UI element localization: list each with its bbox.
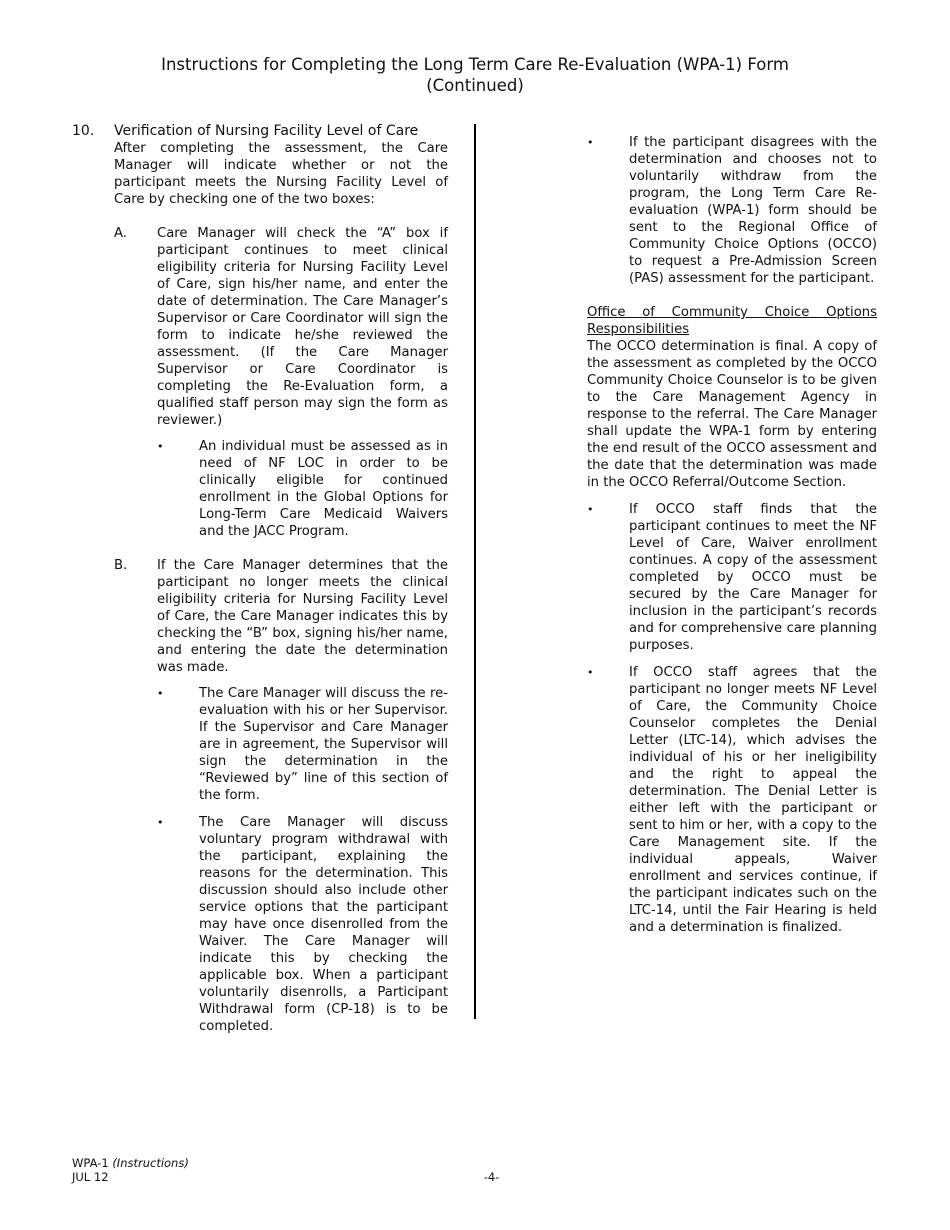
page-number: -4- [483,1170,500,1184]
item-b-text: If the Care Manager determines that the participant no longer meets the clinical eligibility criteria for Nursing Facility Level of Care, the Care Manager indicates this by checking the “B” box, signing his/her name, and entering the date the determination was made. [157,558,448,675]
bullet-icon: • [157,687,164,700]
item-b-letter: B. [114,558,128,573]
list-item [587,664,877,936]
bullet-text: If the participant disagrees with the determination and chooses not to voluntarily withdraw from the program, the Long Term Care Re-evaluation (WPA-1) form should be sent to the Regional Office of Community Choice Options (OCCO) to request a Pre-Admission Screen (PAS) assessment for the participant. [629,135,877,286]
column-divider [474,124,476,1019]
occo-paragraph: The OCCO determination is final. A copy of the assessment as completed by the OCCO Community Choice Counselor is to be given to the Care Management Agency in response to the referral. The Care Manager shall update the WPA-1 form by entering the end result of the OCCO assessment and the date that the determination was made in the OCCO Referral/Outcome Section. [587,339,877,490]
item-a [114,225,448,540]
bullet-icon: • [587,136,594,149]
section-intro: After completing the assessment, the Care Manager will indicate whether or not the participant meets the Nursing Facility Level of Care by checking one of the two boxes: [114,141,448,207]
page-title-line1: Instructions for Completing the Long Term Care Re-Evaluation (WPA-1) Form [161,55,789,74]
list-item [587,501,877,654]
item-a-letter: A. [114,226,127,241]
list-item [157,438,448,540]
page-title-line2: (Continued) [426,76,524,95]
page-title [0,54,950,96]
bullet-icon: • [157,816,164,829]
list-item [157,685,448,804]
bullet-icon: • [587,503,594,516]
item-b [114,557,448,1035]
bullet-icon: • [587,666,594,679]
section-heading [72,123,448,140]
item-a-text: Care Manager will check the “A” box if participant continues to meet clinical eligibility criteria for Nursing Facility Level of Care, sign his/her name, and enter the date of determination. The Care Manager’s Supervisor or Care Coordinator will sign the form to indicate he/she reviewed the assessment. (If the Care Manager Supervisor or Care Coordinator is completing the Re-Evaluation form, a qualified staff person may sign the form as reviewer.) [157,226,448,428]
right-column [587,134,877,936]
section-number: 10. [72,123,95,139]
section-title: Verification of Nursing Facility Level of Care [114,123,419,139]
footer-date: JUL 12 [72,1170,109,1184]
left-column [72,123,448,1035]
bullet-text: An individual must be assessed as in need of NF LOC in order to be clinically eligible for continued enrollment in the Global Options for Long-Term Care Medicaid Waivers and the JACC Program. [199,439,448,539]
bullet-text: If OCCO staff finds that the participant continues to meet the NF Level of Care, Waiver enrollment continues. A copy of the assessment completed by OCCO must be secured by the Care Manager for inclusion in the participant’s records and for comprehensive care planning purposes. [629,502,877,653]
footer-form-note: (Instructions) [112,1156,189,1170]
list-item [157,814,448,1035]
bullet-icon: • [157,440,164,453]
list-item [587,134,877,287]
bullet-text: The Care Manager will discuss the re-evaluation with his or her Supervisor. If the Supervisor and Care Manager are in agreement, the Supervisor will sign the determination in the “Reviewed by” line of this section of the form. [199,686,448,803]
occo-heading: Office of Community Choice Options Responsibilities [587,305,877,337]
bullet-text: If OCCO staff agrees that the participant no longer meets NF Level of Care, the Community Choice Counselor completes the Denial Letter (LTC-14), which advises the individual of his or her ineligibility and the right to appeal the determination. The Denial Letter is either left with the participant or sent to him or her, with a copy to the Care Management site. If the individual appeals, Waiver enrollment and services continue, if the participant indicates such on the LTC-14, until the Fair Hearing is held and a determination is finalized. [629,665,877,935]
bullet-text: The Care Manager will discuss voluntary program withdrawal with the participant, explaining the reasons for the determination. This discussion should also include other service options that the participant may have once disenrolled from the Waiver. The Care Manager will indicate this by checking the applicable box. When a participant voluntarily disenrolls, a Participant Withdrawal form (CP-18) is to be completed. [199,815,448,1034]
footer-form-id: WPA-1 [72,1156,109,1170]
